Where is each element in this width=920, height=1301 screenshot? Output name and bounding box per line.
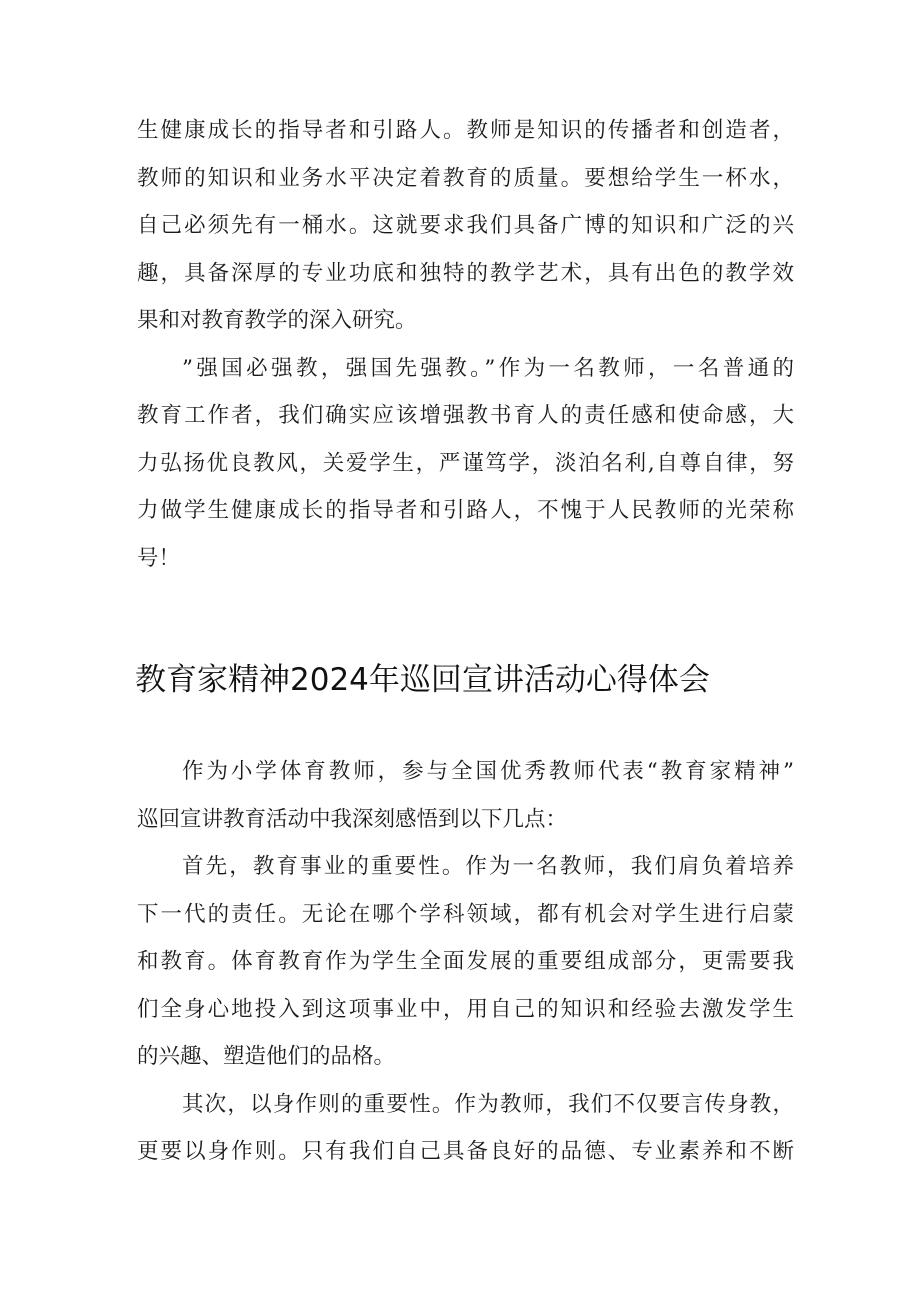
text-line: 果和对教育教学的深入研究。: [137, 308, 417, 333]
text-line: 巡回宣讲教育活动中我深刻感悟到以下几点：: [137, 806, 568, 832]
text-line: 更要以身作则。只有我们自己具备良好的品德、专业素养和不断: [137, 1139, 794, 1164]
section1-body: [137, 107, 794, 582]
paragraph: [137, 345, 794, 583]
text-line: 作为小学体育教师，参与全国优秀教师代表“教育家精神”: [182, 759, 794, 784]
text-line: 号！: [137, 545, 181, 571]
text-line: 其次，以身作则的重要性。作为教师，我们不仅要言传身教，: [182, 1091, 794, 1117]
text-line: 自己必须先有一桶水。这就要求我们具备广博的知识和广泛的兴: [137, 213, 794, 238]
paragraph: [137, 748, 794, 843]
text-line: 和教育。体育教育作为学生全面发展的重要组成部分，更需要我: [137, 949, 794, 974]
text-line: 力弘扬优良教风，关爱学生，严谨笃学，淡泊名利,自尊自律，努: [137, 450, 794, 476]
text-line: 生健康成长的指导者和引路人。教师是知识的传播者和创造者，: [137, 118, 794, 143]
text-line: 力做学生健康成长的指导者和引路人，不愧于人民教师的光荣称: [137, 498, 794, 523]
paragraph: [137, 843, 794, 1081]
text-line: ”强国必强教，强国先强教。”作为一名教师，一名普通的: [182, 355, 794, 381]
text-line: 教师的知识和业务水平决定着教育的质量。要想给学生一杯水，: [137, 165, 794, 191]
text-line: 们全身心地投入到这项事业中，用自己的知识和经验去激发学生: [137, 996, 794, 1022]
text-line: 趣，具备深厚的专业功底和独特的教学艺术，具有出色的教学效: [137, 260, 794, 286]
section2-body: [137, 748, 794, 1176]
text-line: 首先，教育事业的重要性。作为一名教师，我们肩负着培养: [182, 854, 794, 879]
section-title: 教育家精神2024年巡回宣讲活动心得体会: [135, 662, 710, 698]
text-line: 下一代的责任。无论在哪个学科领域，都有机会对学生进行启蒙: [137, 901, 794, 927]
text-line: 教育工作者，我们确实应该增强教书育人的责任感和使命感，大: [137, 403, 794, 428]
paragraph: [137, 107, 794, 345]
text-line: 的兴趣、塑造他们的品格。: [137, 1044, 396, 1069]
paragraph: [137, 1081, 794, 1176]
